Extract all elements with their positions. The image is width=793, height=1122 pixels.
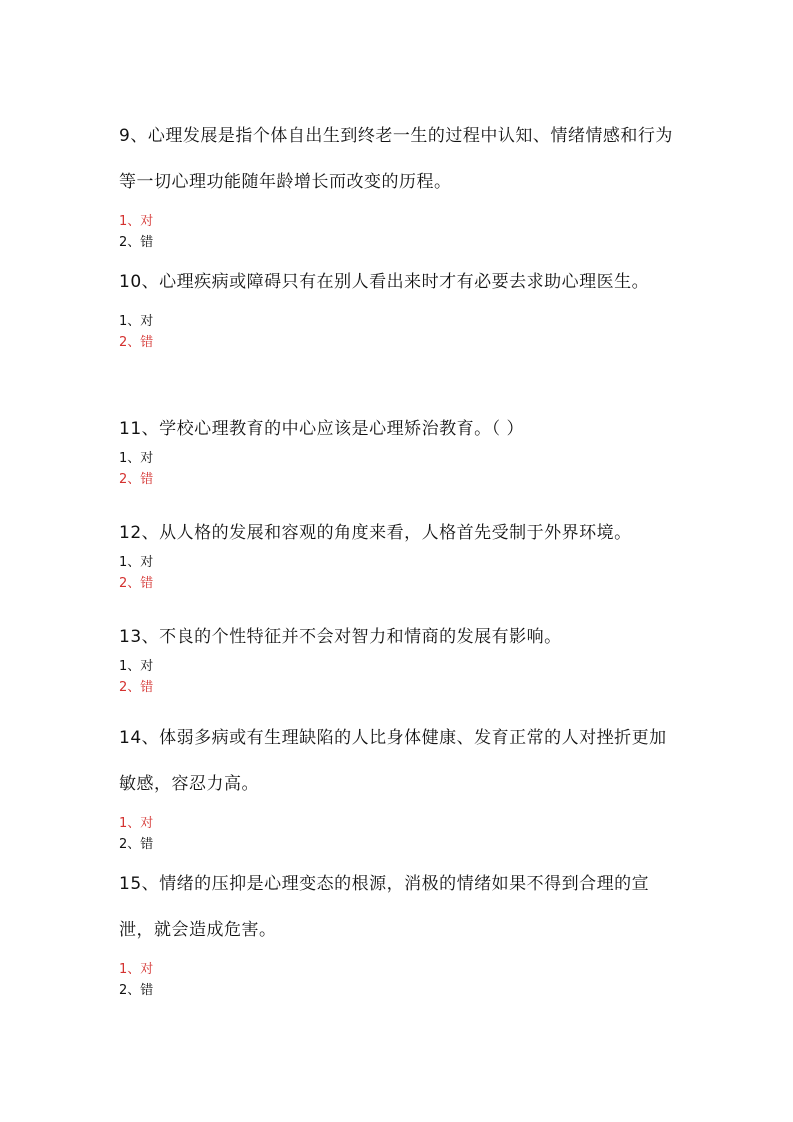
option-false: 2、错: [119, 235, 154, 250]
question-9: [119, 113, 679, 253]
question-text: 12、从人格的发展和容观的角度来看，人格首先受制于外界环境。: [119, 523, 632, 543]
option-false: 2、错: [119, 576, 154, 591]
question-15: [119, 861, 679, 1001]
question-10: [119, 259, 679, 353]
options-list: [119, 552, 679, 594]
question-12: [119, 520, 679, 594]
question-text: 10、心理疾病或障碍只有在别人看出来时才有必要去求助心理医生。: [119, 272, 650, 292]
option-false: 2、错: [119, 837, 154, 852]
option-false: 2、错: [119, 983, 154, 998]
option-false: 2、错: [119, 680, 154, 695]
question-text: 15、情绪的压抑是心理变态的根源，消极的情绪如果不得到合理的宣泄，就会造成危害。: [119, 874, 650, 940]
question-text: 13、不良的个性特征并不会对智力和情商的发展有影响。: [119, 627, 562, 647]
question-text: 9、心理发展是指个体自出生到终老一生的过程中认知、情绪情感和行为等一切心理功能随年龄增长而改变的历程。: [119, 126, 673, 192]
option-false: 2、错: [119, 472, 154, 487]
question-text: 11、学校心理教育的中心应该是心理矫治教育。（ ）: [119, 419, 525, 439]
option-true: 1、对: [119, 555, 154, 570]
option-true: 1、对: [119, 816, 154, 831]
options-list: [119, 448, 679, 490]
options-list: [119, 959, 679, 1001]
option-true: 1、对: [119, 214, 154, 229]
options-list: [119, 311, 679, 353]
option-true: 1、对: [119, 962, 154, 977]
options-list: [119, 211, 679, 253]
option-true: 1、对: [119, 451, 154, 466]
option-true: 1、对: [119, 659, 154, 674]
option-true: 1、对: [119, 314, 154, 329]
question-13: [119, 624, 679, 698]
options-list: [119, 656, 679, 698]
question-14: [119, 715, 679, 855]
options-list: [119, 813, 679, 855]
option-false: 2、错: [119, 335, 154, 350]
question-11: [119, 416, 679, 490]
question-text: 14、体弱多病或有生理缺陷的人比身体健康、发育正常的人对挫折更加敏感，容忍力高。: [119, 728, 667, 794]
